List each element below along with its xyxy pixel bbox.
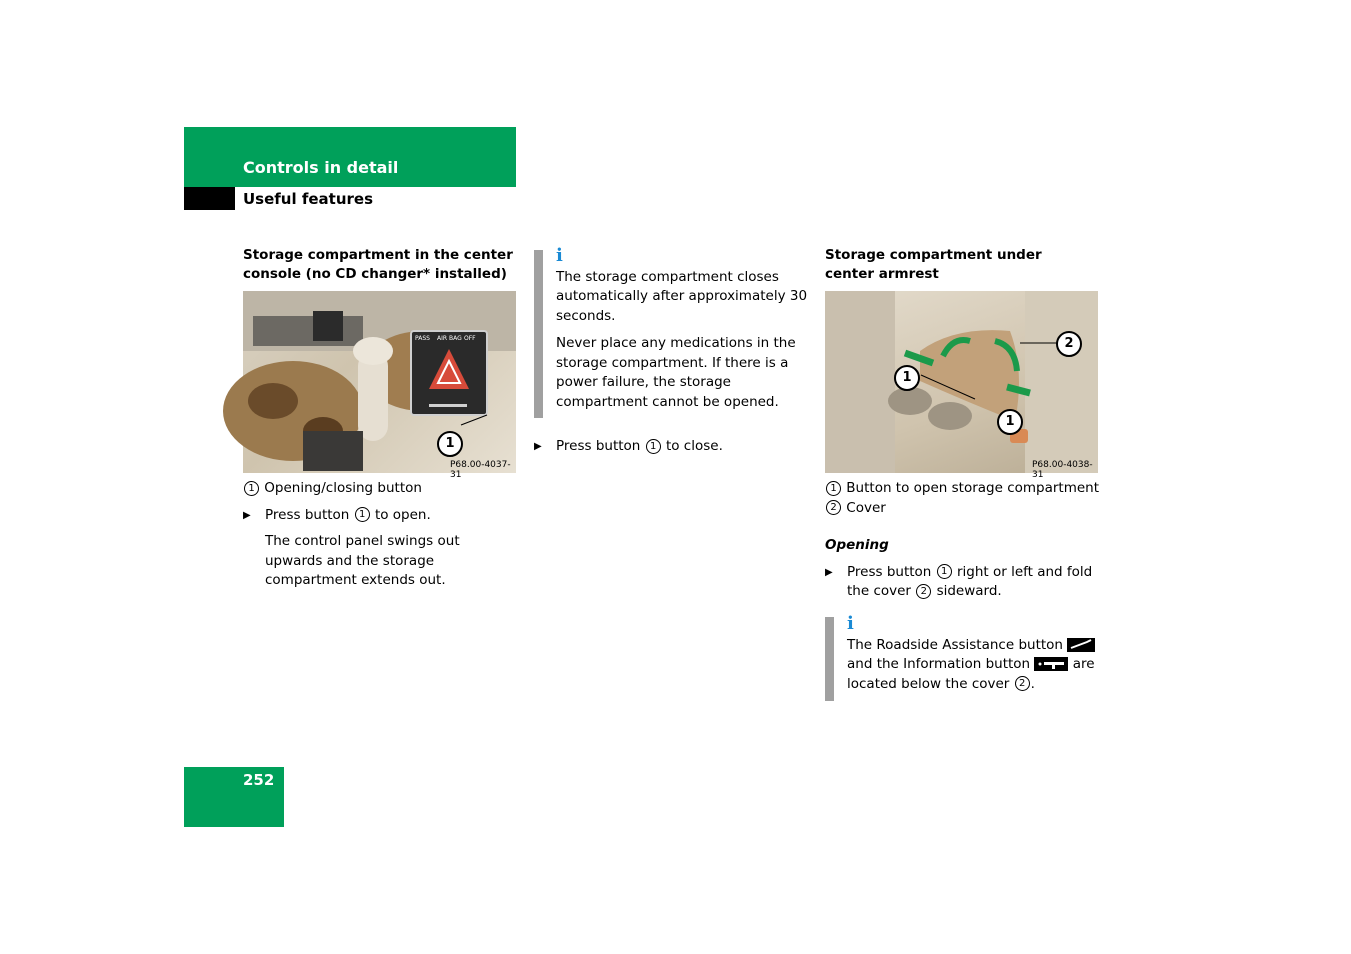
info-text-part: The Roadside Assistance button <box>847 636 1063 653</box>
header-band <box>184 127 516 187</box>
section-subtitle: Useful features <box>243 190 374 208</box>
step-text: Press button <box>847 563 932 580</box>
right-heading: Storage compartment under center armrest <box>825 247 1042 282</box>
info-text: The storage compartment closes automatically after approximately 30 seconds. <box>556 268 808 324</box>
legend-text: Opening/closing button <box>264 480 422 496</box>
callout-number: 2 <box>826 500 841 515</box>
legend-item <box>825 479 1100 499</box>
info-text: The Roadside Assistance button and the Information button are located below the cover 2 . <box>847 636 1095 692</box>
page-number: 252 <box>243 771 275 789</box>
info-icon: i <box>556 245 563 266</box>
section-title: Controls in detail <box>243 158 399 177</box>
information-button-icon <box>1034 657 1068 671</box>
callout-number: 1 <box>244 481 259 496</box>
roadside-assistance-icon <box>1067 638 1095 652</box>
callout-number: 1 <box>937 564 952 579</box>
callout-2: 2 <box>1056 331 1082 357</box>
info-text: Never place any medications in the storage compartment. If there is a power failure, the storage compartment cannot be opened. <box>556 335 796 410</box>
info-bar <box>534 250 543 418</box>
center-console-image <box>243 291 516 480</box>
legend-text: Button to open storage compartment <box>846 480 1100 496</box>
callout-1: 1 <box>997 409 1023 435</box>
callout-number: 2 <box>1015 676 1030 691</box>
step-text: to close. <box>665 438 723 454</box>
callout-number: 1 <box>826 481 841 496</box>
instruction-step <box>825 563 1100 602</box>
subheading: Opening <box>825 537 889 553</box>
callout-number: 1 <box>646 439 661 454</box>
header-marker <box>184 187 235 210</box>
off-label: OFF <box>464 335 476 342</box>
step-result: The control panel swings out upwards and the storage compartment extends out. <box>265 533 460 588</box>
info-icon: i <box>847 613 854 634</box>
step-text: right or left and fold the cover <box>847 563 1093 599</box>
step-text: Press button <box>556 438 641 454</box>
airbag-label: AIR BAG <box>437 335 462 342</box>
step-text: to open. <box>374 506 431 523</box>
callout-number: 2 <box>916 584 931 599</box>
image-code: P68.00-4038-31 <box>1032 460 1093 480</box>
armrest-image <box>825 291 1098 480</box>
step-text: Press button <box>265 506 350 523</box>
left-heading: Storage compartment in the center console (no CD changer* installed) <box>243 247 513 282</box>
callout-1: 1 <box>437 431 463 457</box>
callout-1: 1 <box>894 365 920 391</box>
step-text: sideward. <box>936 583 1002 599</box>
info-bar <box>825 617 834 701</box>
legend-item <box>825 499 1100 519</box>
callout-number: 1 <box>355 507 370 522</box>
pass-label: PASS <box>415 335 430 342</box>
legend-text: Cover <box>846 499 886 516</box>
bullet-arrow-icon: ▶ <box>825 566 833 578</box>
info-text-part: are located below the cover <box>847 656 1095 692</box>
info-text-part: and the Information button <box>847 656 1031 672</box>
image-code: P68.00-4037-31 <box>450 460 511 480</box>
bullet-arrow-icon: ▶ <box>534 441 542 452</box>
bullet-arrow-icon: ▶ <box>243 509 251 521</box>
instruction-step <box>534 437 826 457</box>
instruction-step <box>243 506 518 526</box>
legend-item <box>243 479 518 499</box>
